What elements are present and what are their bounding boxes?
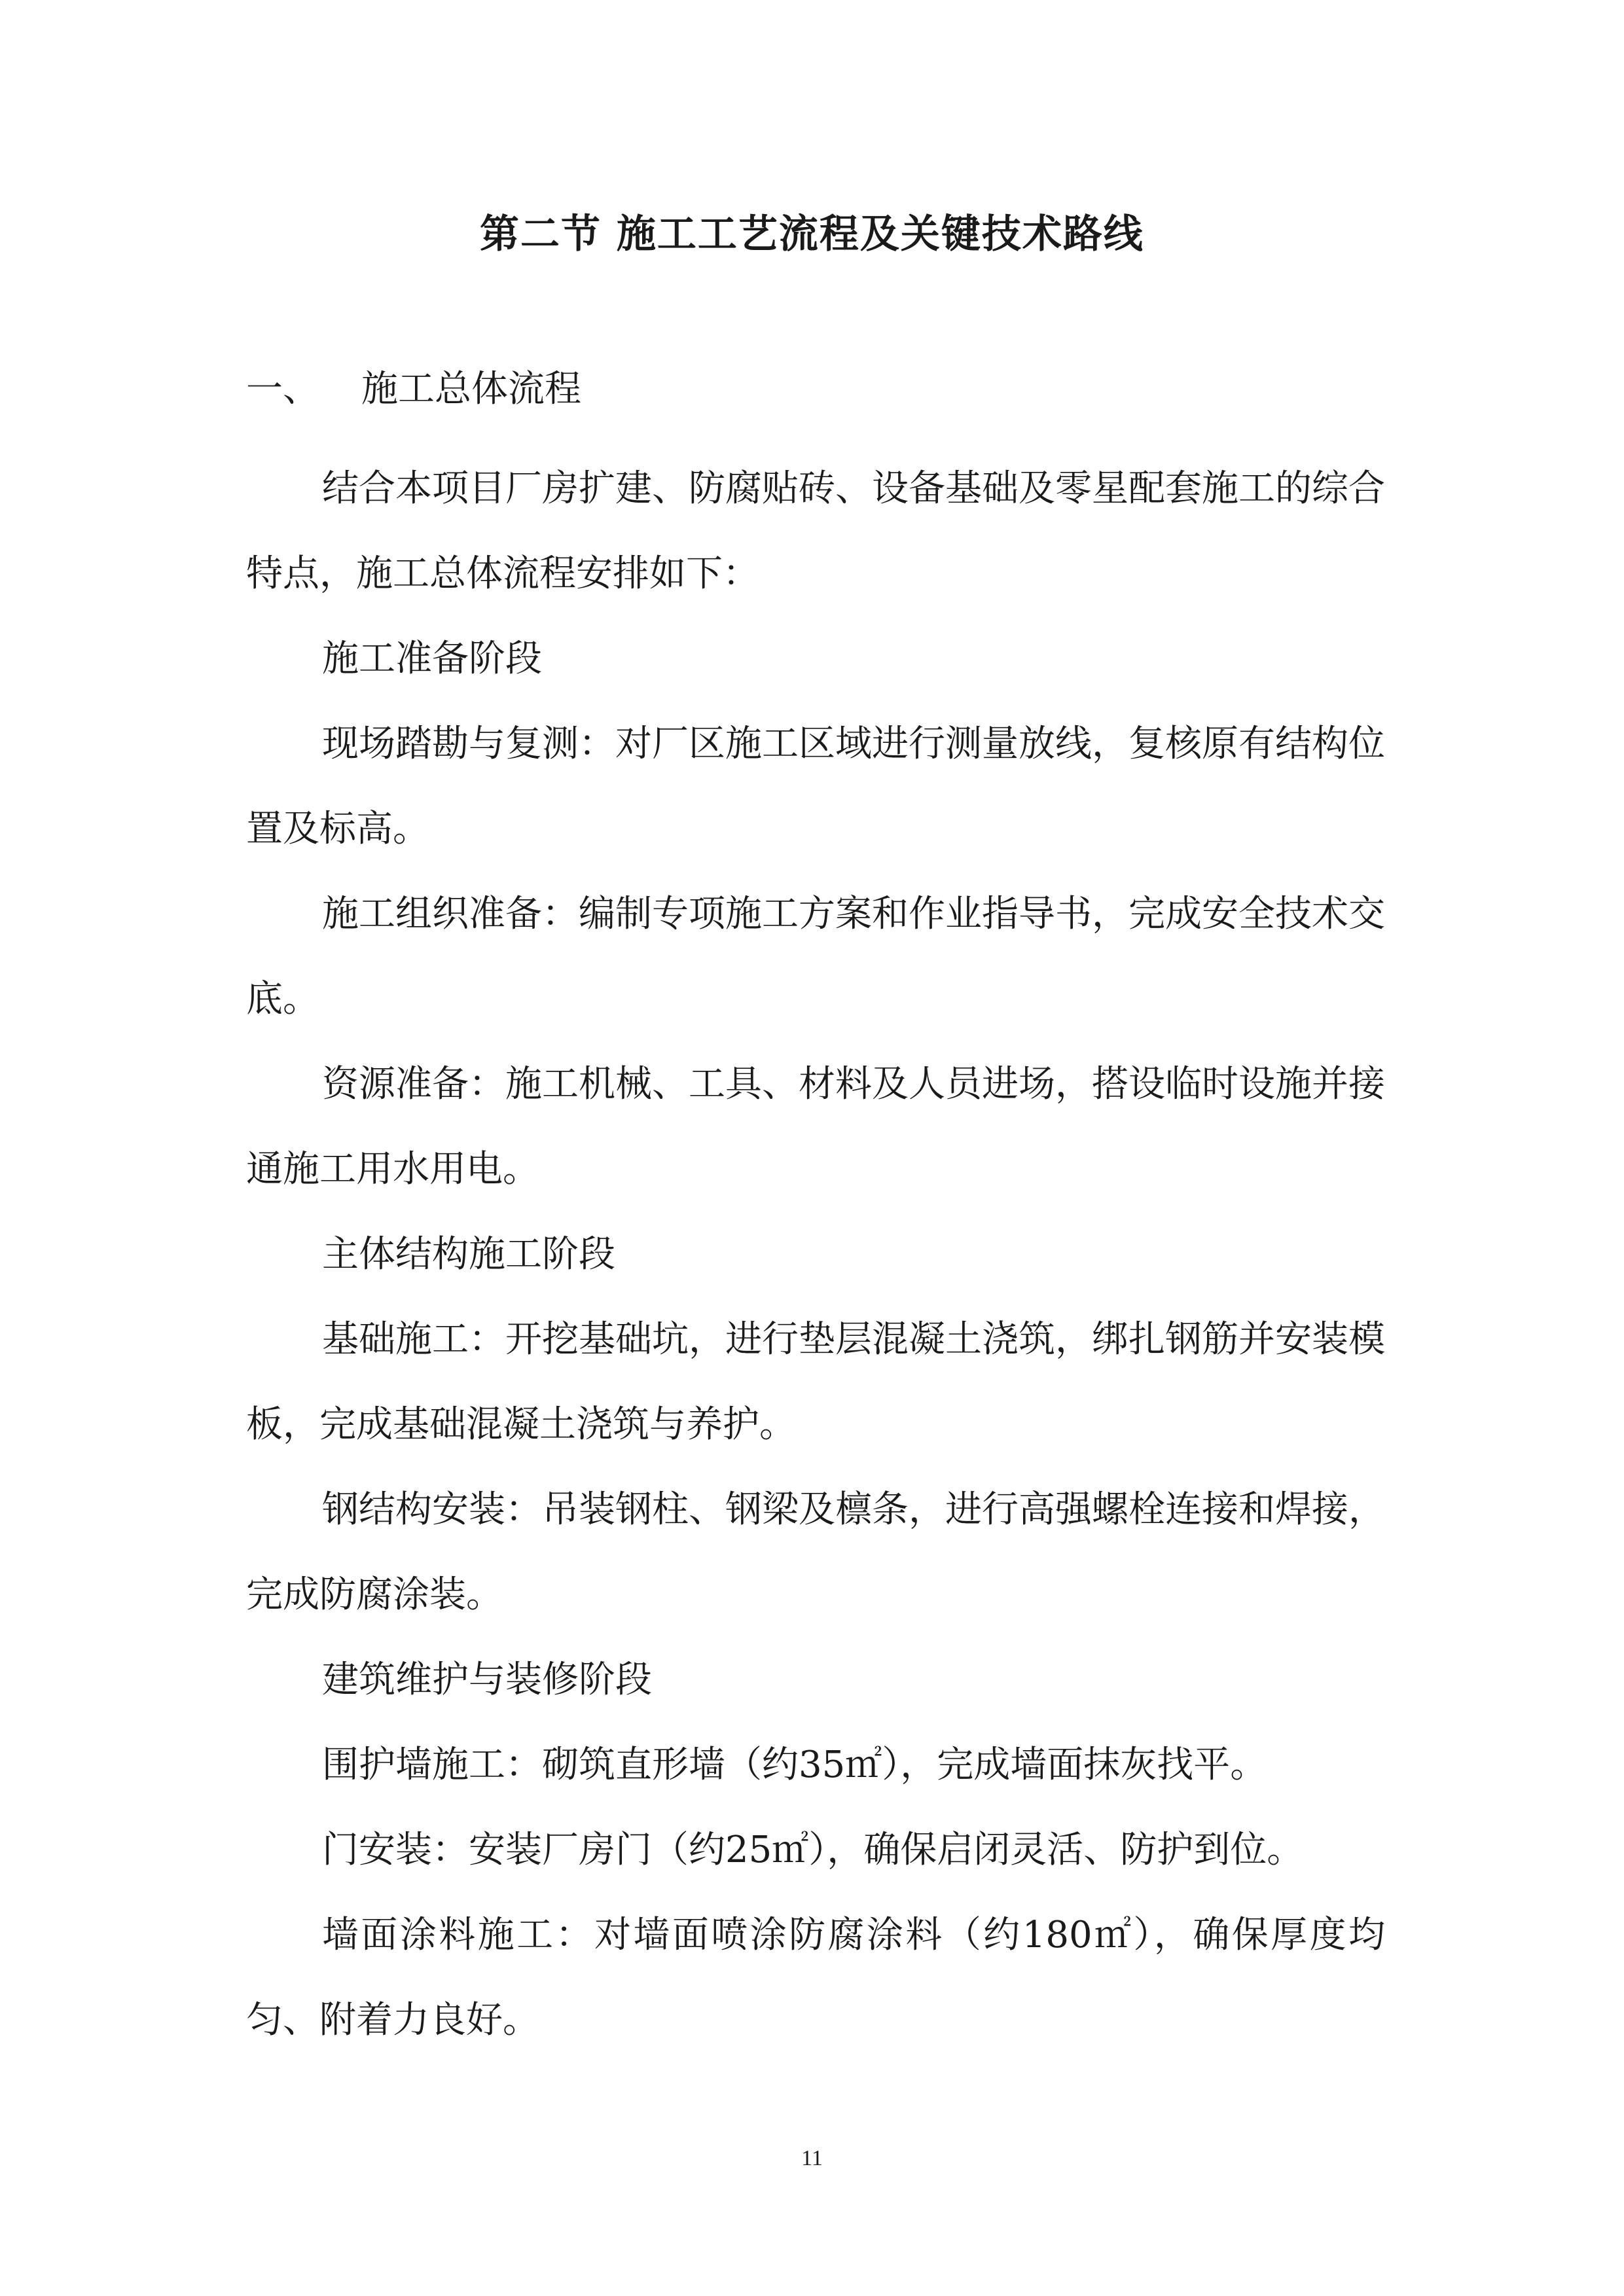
section-title: 第二节 施工工艺流程及关键技术路线 [480, 211, 1144, 257]
paragraph-foundation: 基础施工：开挖基础坑，进行垫层混凝土浇筑，绑扎钢筋并安装模板，完成基础混凝土浇筑与养护。 [246, 1318, 1385, 1446]
paragraph-organization-prep: 施工组织准备：编制专项施工方案和作业指导书，完成安全技术交底。 [246, 893, 1385, 1020]
paragraph-site-survey: 现场踏勘与复测：对厂区施工区域进行测量放线，复核原有结构位置及标高。 [246, 723, 1385, 850]
subsection-heading-text: 施工总体流程 [361, 368, 581, 410]
paragraph-stage-preparation: 施工准备阶段 [322, 637, 542, 680]
paragraph-resource-prep: 资源准备：施工机械、工具、材料及人员进场，搭设临时设施并接通施工用水用电。 [246, 1063, 1385, 1191]
body-text [246, 446, 1385, 2063]
subsection-heading [246, 363, 581, 416]
paragraph-door-install: 门安装：安装厂房门（约25㎡），确保启闭灵活、防护到位。 [322, 1829, 1304, 1871]
page-number: 11 [801, 2146, 823, 2170]
paragraph-steel-structure: 钢结构安装：吊装钢柱、钢梁及檩条，进行高强螺栓连接和焊接，完成防腐涂装。 [246, 1488, 1385, 1616]
paragraph-intro: 结合本项目厂房扩建、防腐贴砖、设备基础及零星配套施工的综合特点，施工总体流程安排如下： [246, 467, 1385, 595]
paragraph-stage-enclosure-finish: 建筑维护与装修阶段 [322, 1659, 652, 1701]
subsection-number: 一、 [246, 368, 319, 410]
paragraph-enclosure-wall: 围护墙施工：砌筑直形墙（约35㎡），完成墙面抹灰找平。 [322, 1744, 1267, 1786]
paragraph-wall-coating: 墙面涂料施工：对墙面喷涂防腐涂料（约180㎡），确保厚度均匀、附着力良好。 [246, 1914, 1385, 2041]
paragraph-stage-main-structure: 主体结构施工阶段 [322, 1233, 615, 1276]
